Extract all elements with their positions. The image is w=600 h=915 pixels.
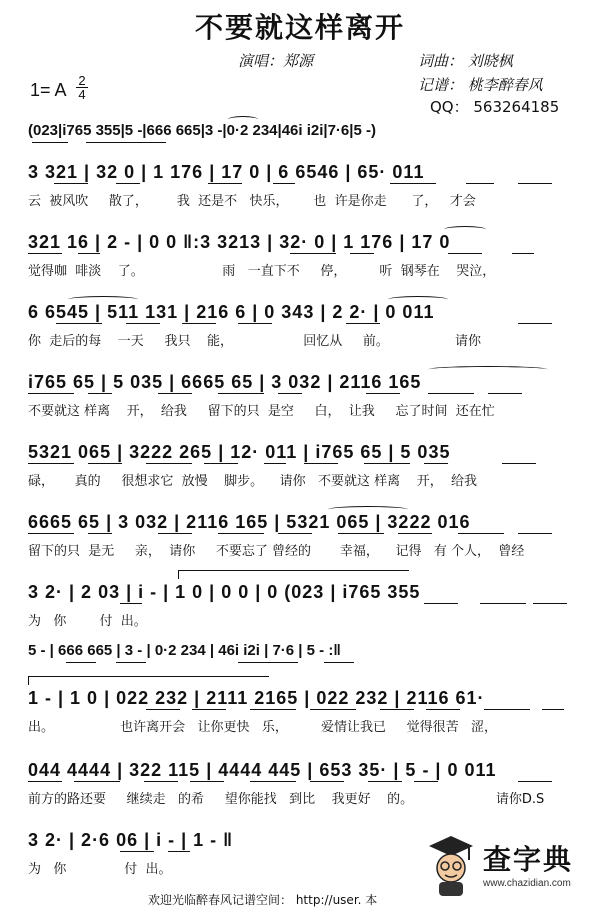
key-signature: 1= A <box>30 80 67 100</box>
score-lyrics: 出。 也许离开会 让你更快 乐， 爱情让我已 觉得很苦 涩， <box>28 720 498 735</box>
score-row-7 <box>28 582 573 632</box>
watermark-url: www.chazidian.com <box>483 878 571 889</box>
score-notes: 3 2· | 2·6 06 | i - | 1 - ‖ <box>28 830 234 850</box>
lyricist-composer-credit: 词曲： 刘晓枫 <box>418 52 513 70</box>
volta-bracket-1 <box>178 570 409 579</box>
time-signature-bottom: 4 <box>78 87 86 102</box>
score-notes: (023|i765 355|5 -|666 665|3 -|0·2 234|46i i2i|7·6|5 -) <box>28 122 376 139</box>
score-notes: 5321 065 | 3222 265 | 12· 011 | i765 65 | 5 035 <box>28 442 451 462</box>
score-lyrics: 碌， 真的 很想求它 放慢 脚步。 请你 不要就这 样离 开， 给我 <box>28 474 477 489</box>
score-lyrics: 为 你 付 出。 <box>28 862 172 877</box>
score-row-5 <box>28 442 573 492</box>
score-row-1 <box>28 162 573 212</box>
score-notes: 1 - | 1 0 | 022 232 | 2111 2165 | 022 232 | 2116 61· <box>28 688 485 708</box>
watermark-logo <box>425 830 590 910</box>
score-notes: 044 4444 | 322 115 | 4444 445 | 653 35· | 5 - | 0 011 <box>28 760 497 780</box>
score-lyrics: 留下的只 是无 亲， 请你 不要忘了 曾经的 幸福， 记得 有 个人， 曾经 <box>28 544 525 559</box>
score-row-4 <box>28 372 573 422</box>
score-notes: 6 6545 | 511 131 | 216 6 | 0 343 | 2 2· | 0 011 <box>28 302 435 322</box>
time-signature <box>76 74 88 101</box>
score-row-intro <box>28 122 573 152</box>
score-notes: 5 - | 666 665 | 3 - | 0·2 234 | 46i i2i | 7·6 | 5 - :‖ <box>28 642 341 659</box>
score-notes: 6665 65 | 3 032 | 2116 165 | 5321 065 | 3222 016 <box>28 512 471 532</box>
score-notes: 3 2· | 2 03 | i - | 1 0 | 0 0 | 0 (023 | i765 355 <box>28 582 421 602</box>
score-row-9 <box>28 688 573 738</box>
score-lyrics: 前方的路还要 继续走 的希 望你能找 到比 我更好 的。 请你D.S <box>28 792 545 807</box>
score-lyrics: 不要就这 样离 开， 给我 留下的只 是空 白， 让我 忘了时间 还在忙 <box>28 404 495 419</box>
score-lyrics: 你 走后的每 一天 我只 能， 回忆从 前。 请你 <box>28 334 482 349</box>
time-signature-top: 2 <box>78 73 86 88</box>
score-row-8 <box>28 642 573 672</box>
song-title: 不要就这样离开 <box>194 11 405 44</box>
volta-bracket-2 <box>28 676 269 685</box>
score-lyrics: 云 被风吹 散了， 我 还是不 快乐， 也 许是你走 了， 才会 <box>28 194 476 209</box>
score-row-3 <box>28 302 573 352</box>
watermark-brand: 查字典 <box>483 843 574 876</box>
score-row-10 <box>28 760 573 810</box>
transcriber-credit: 记谱： 桃李醉春风 <box>418 76 543 94</box>
score-lyrics: 觉得咖 啡淡 了。 雨 一直下不 停， 听 钢琴在 哭泣， <box>28 264 496 279</box>
score-notes: i765 65 | 5 035 | 6665 65 | 3 032 | 2116 165 <box>28 372 422 392</box>
score-row-2 <box>28 232 573 282</box>
score-notes: 321 16 | 2 - | 0 0 ‖:3 3213 | 32· 0 | 1 176 | 17 0 <box>28 232 451 252</box>
score-notes: 3 321 | 32 0 | 1 176 | 17 0 | 6 6546 | 65· 011 <box>28 162 425 182</box>
graduate-mascot-icon <box>425 830 477 900</box>
score-row-6 <box>28 512 573 562</box>
qq-contact: QQ： 563264185 <box>430 98 560 116</box>
singer-credit: 演唱：郑源 <box>238 52 314 70</box>
score-lyrics: 为 你 付 出。 <box>28 614 147 629</box>
footer-note: 欢迎光临醉春风记谱空间： http://user. 本 <box>148 893 378 907</box>
